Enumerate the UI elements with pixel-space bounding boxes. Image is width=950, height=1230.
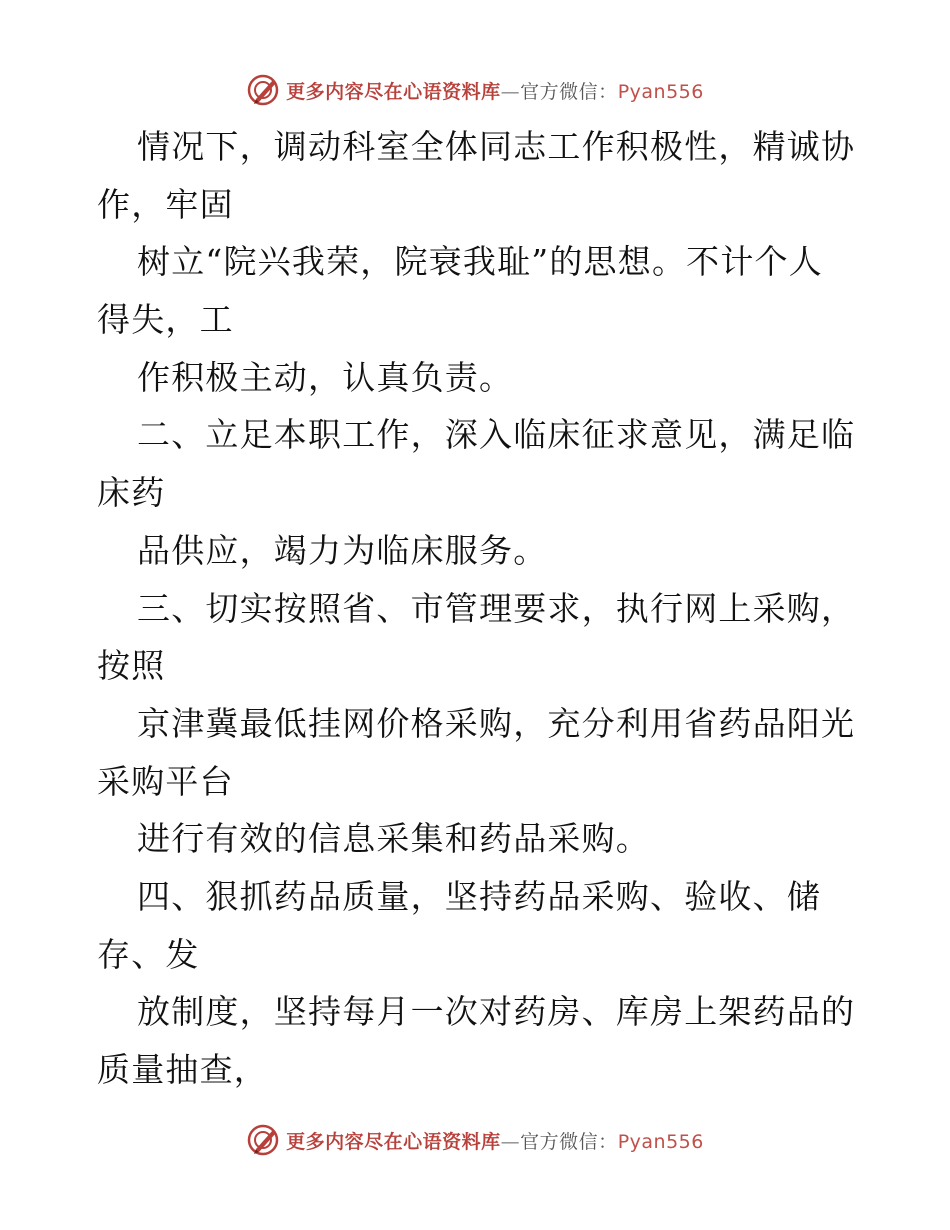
- header-brand: 更多内容尽在心语资料库: [286, 80, 501, 103]
- text-line: 得失，工: [97, 300, 234, 340]
- text-line: 作积极主动，认真负责。: [137, 357, 514, 397]
- footer-text: [286, 1127, 704, 1154]
- text-line: 存、发: [97, 934, 200, 974]
- document-body: [97, 118, 867, 1099]
- text-line: 四、狠抓药品质量，坚持药品采购、验收、储: [137, 876, 821, 916]
- text-line: 质量抽查，: [97, 1050, 268, 1089]
- pen-logo-icon: [246, 1123, 280, 1157]
- header-wechat-id: Pyan556: [617, 80, 704, 103]
- footer-banner: [0, 1118, 950, 1162]
- text-line: 放制度，坚持每月一次对药房、库房上架药品的: [137, 992, 856, 1032]
- footer-wechat-id: Pyan556: [617, 1130, 704, 1153]
- header-wechat-label: 官方微信：: [520, 80, 618, 103]
- text-line: 三、切实按照省、市管理要求，执行网上采购，: [137, 588, 856, 628]
- text-line: 品供应，竭力为临床服务。: [137, 530, 548, 570]
- text-line: 情况下，调动科室全体同志工作积极性，精诚协: [137, 127, 856, 166]
- text-line: 树立“院兴我荣，院衰我耻”的思想。不计个人: [137, 242, 823, 282]
- header-separator: —: [500, 80, 521, 103]
- text-line: 按照: [97, 646, 166, 686]
- footer-brand: 更多内容尽在心语资料库: [286, 1130, 501, 1153]
- pen-logo-icon: [246, 73, 280, 107]
- text-line: 京津冀最低挂网价格采购，充分利用省药品阳光: [137, 703, 856, 743]
- text-line: 采购平台: [97, 761, 234, 801]
- footer-wechat-label: 官方微信：: [520, 1130, 618, 1153]
- footer-separator: —: [500, 1130, 521, 1153]
- text-line: 作，牢固: [97, 184, 234, 224]
- text-line: 二、立足本职工作，深入临床征求意见，满足临: [137, 415, 856, 455]
- header-banner: [0, 68, 950, 112]
- header-text: [286, 77, 704, 104]
- text-line: 床药: [97, 473, 166, 513]
- text-line: 进行有效的信息采集和药品采购。: [137, 819, 650, 859]
